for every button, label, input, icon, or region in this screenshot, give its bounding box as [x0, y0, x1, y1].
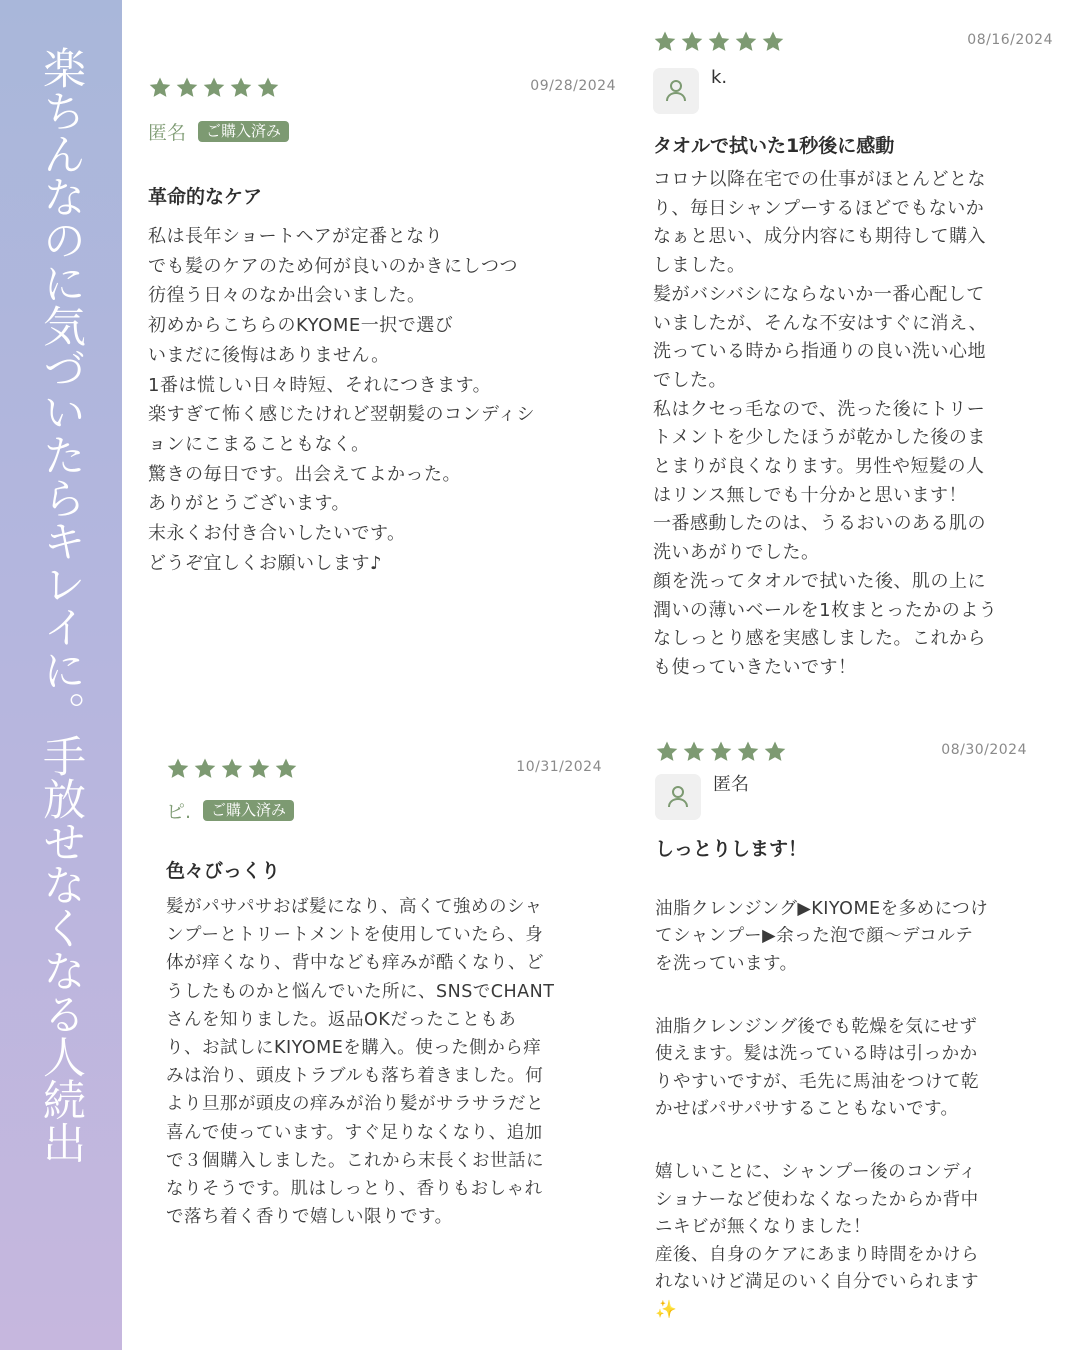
star-icon — [736, 740, 760, 764]
star-icon — [761, 30, 785, 54]
review-card — [148, 76, 616, 596]
star-icon — [707, 30, 731, 54]
star-icon — [256, 76, 280, 100]
review-body: 髪がパサパサおば髪になり、高くて強めのシャ ンプーとトリートメントを使用していたら、身 体が痒くなり、背中なども痒みが酷くなり、ど うしたものかと悩んでいた所に、SNSでCHANT さんを知りました。返品OKだったこともあ り、お試しにKIYOMEを購入。使った側から痒 みは治り、頭皮トラブルも落ち着きました。何 より旦那が頭皮の痒みが治り髪がサラサラだと 喜んで使っています。すぐ足りなくなり、追加 で３個購入しました。これから末長くお世話に なりそうです。肌はしっとり、香りもおしゃれ で落ち着く香りで嬉しい限りです。 — [166, 897, 555, 1228]
star-icon — [166, 757, 190, 781]
star-icon — [193, 757, 217, 781]
review-author: 匿名 — [713, 774, 749, 795]
star-icon — [202, 76, 226, 100]
review-meta — [655, 774, 749, 820]
review-body: コロナ以降在宅での仕事がほとんどとな り、毎日シャンプーするほどでもないか なぁと思い、成分内容にも期待して購入 しました。 髪がバシバシにならないか一番心配して いましたが、そんな不安はすぐに消え、 洗っている時から指通りの良い洗い心地 でした。 私はクセっ毛なので、洗った後にトリー トメントを少したほうが乾かした後のま とまりが良くなります。男性や短髪の人 はリンス無しでも十分かと思います！ 一番感動したのは、うるおいのある肌の 洗いあがりでした。 顔を洗ってタオルで拭いた後、肌の上に 潤いの薄いベールを1枚まとったかのよう なしっとり感を実感しました。これから も使っていきたいです！ — [653, 169, 998, 678]
star-icon — [274, 757, 298, 781]
star-icon — [220, 757, 244, 781]
star-icon — [655, 740, 679, 764]
review-date: 08/30/2024 — [941, 742, 1027, 758]
user-icon — [653, 68, 699, 114]
star-icon — [680, 30, 704, 54]
star-rating — [166, 757, 298, 781]
star-rating — [653, 30, 785, 54]
review-body: 私は長年ショートヘアが定番となり でも髪のケアのため何が良いのかきにしつつ 彷徨う日々のなか出会いました。 初めからこちらのKYOME一択で選び いまだに後悔はありません。 1番は慌しい日々時短、それにつきます。 楽すぎて怖く感じたけれど翌朝髪のコンディシ ョンにこまることもなく。 驚きの毎日です。出会えてよかった。 ありがとうございます。 末永くお付き合いしたいです。 どうぞ宜しくお願いします♪ — [148, 226, 536, 574]
review-card — [166, 757, 602, 1237]
review-meta — [653, 68, 727, 114]
review-meta — [166, 797, 294, 824]
review-title: 色々びっくり — [166, 860, 281, 882]
review-title: しっとりします！ — [655, 838, 808, 860]
review-title: 革命的なケア — [148, 186, 263, 208]
star-icon — [148, 76, 172, 100]
review-card — [653, 30, 1053, 690]
review-meta — [148, 118, 289, 145]
review-body — [655, 868, 988, 1360]
user-icon — [655, 774, 701, 820]
review-paragraph: 油脂クレンジング▶KIYOMEを多めにつけ てシャンプー▶余った泡で顔〜デコルテ を洗っています。 — [655, 898, 989, 974]
star-icon — [682, 740, 706, 764]
star-icon — [734, 30, 758, 54]
star-rating — [148, 76, 280, 100]
review-date: 08/16/2024 — [967, 32, 1053, 48]
side-banner — [0, 0, 122, 1350]
review-date: 09/28/2024 — [530, 78, 616, 94]
star-icon — [229, 76, 253, 100]
review-author: ピ. — [166, 801, 192, 823]
purchased-badge: ご購入済み — [198, 121, 289, 142]
star-icon — [247, 757, 271, 781]
review-paragraph: 油脂クレンジング後でも乾燥を気にせず 使えます。髪は洗っている時は引っかか りやすいですが、毛先に馬油をつけて乾 かせばパサパサすることもないです。 — [655, 1016, 979, 1119]
banner-title: 楽ちんなのに気づいたらキレイに。手放せなくなる人続出 — [36, 46, 86, 1164]
star-rating — [655, 740, 787, 764]
review-author: k. — [711, 66, 728, 88]
star-icon — [709, 740, 733, 764]
review-author: 匿名 — [148, 122, 187, 144]
review-paragraph: 嬉しいことに、シャンプー後のコンディ ショナーなど使わなくなったからか背中 ニキビが無くなりました！ 産後、自身のケアにあまり時間をかけら れないけど満足のいく自分でいられます ✨ — [655, 1162, 979, 1320]
review-date: 10/31/2024 — [516, 759, 602, 775]
review-title: タオルで拭いた1秒後に感動 — [653, 135, 895, 157]
star-icon — [653, 30, 677, 54]
purchased-badge: ご購入済み — [203, 800, 294, 821]
star-icon — [763, 740, 787, 764]
review-card — [655, 740, 1027, 1320]
star-icon — [175, 76, 199, 100]
